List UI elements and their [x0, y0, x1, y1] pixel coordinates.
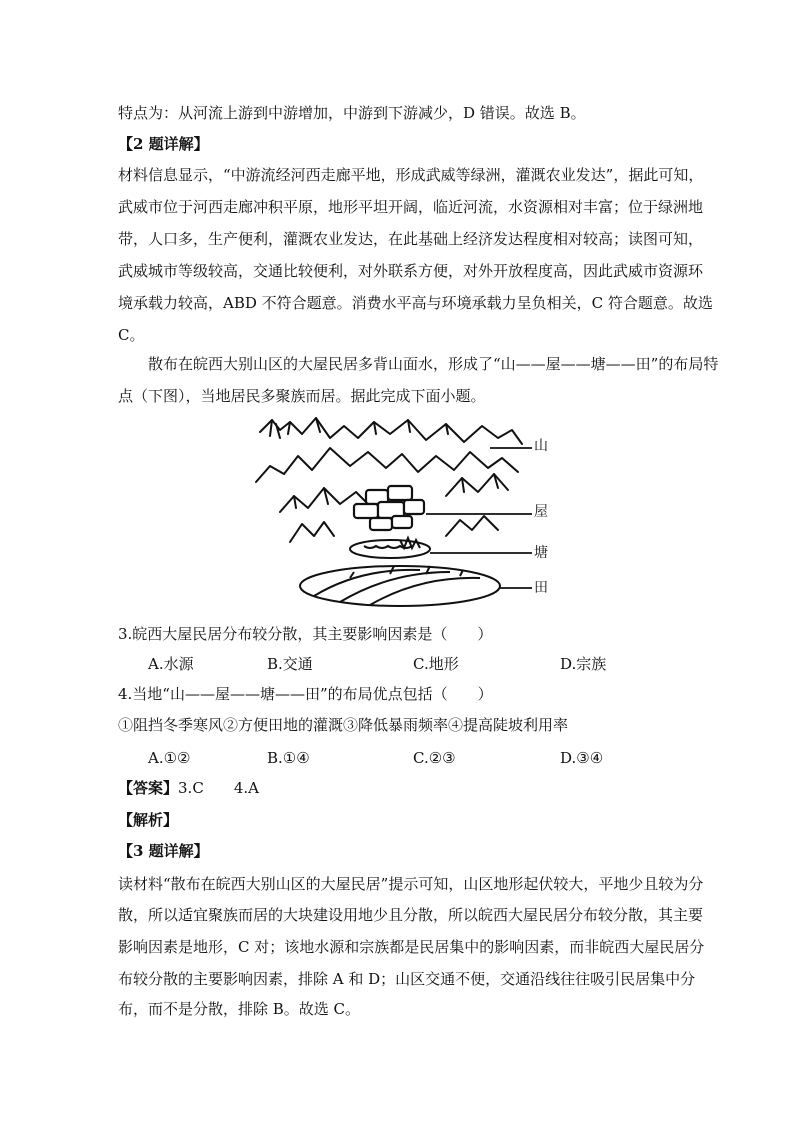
- paragraph-line: 散，所以适宜聚族而居的大块建设用地少且分散，所以皖西大屋民居分布较分散，其主要: [118, 906, 704, 924]
- question-4-statements: ①阻挡冬季寒风②方便田地的灌溉③降低暴雨频率④提高陡坡利用率: [118, 716, 569, 734]
- analysis-heading: 【解析】: [118, 811, 179, 829]
- q3-option-b: B.交通: [267, 655, 313, 673]
- q3-option-d: D.宗族: [560, 655, 607, 673]
- q4-option-d: D.③④: [560, 749, 604, 767]
- q4-option-b: B.①④: [267, 749, 310, 767]
- paragraph-line: 境承载力较高，ABD 不符合题意。消费水平高与环境承载力呈负相关，C 符合题意。故选: [118, 294, 713, 312]
- paragraph-line: 带，人口多，生产便利，灌溉农业发达，在此基础上经济发达程度相对较高；读图可知，: [118, 230, 704, 248]
- q4-option-c: C.②③: [413, 749, 456, 767]
- paragraph-line: 影响因素是地形，C 对；该地水源和宗族都是民居集中的影响因素，而非皖西大屋民居分: [118, 938, 705, 956]
- material-intro: 散布在皖西大别山区的大屋民居多背山面水，形成了“山——屋——塘——田”的布局特: [148, 355, 719, 373]
- section-heading-q3: 【3 题详解】: [118, 842, 209, 860]
- paragraph-line: 布，而不是分散，排除 B。故选 C。: [118, 1000, 361, 1018]
- material-intro: 点（下图），当地居民多聚族而居。据此完成下面小题。: [118, 387, 486, 405]
- section-heading-q2: 【2 题详解】: [118, 135, 209, 153]
- q3-option-a: A.水源: [148, 655, 194, 673]
- paragraph-line: 材料信息显示，“中游流经河西走廊平地，形成武威等绿洲，灌溉农业发达”，据此可知，: [118, 166, 704, 184]
- answer-4: 4.A: [233, 779, 259, 797]
- paragraph-line: 武威市位于河西走廊冲积平原，地形平坦开阔，临近河流，水资源相对丰富；位于绿洲地: [118, 198, 704, 216]
- answer-3: 3.C: [178, 779, 204, 797]
- paragraph-line: 武威城市等级较高，交通比较便利，对外联系方便，对外开放程度高，因此武威市资源环: [118, 262, 704, 280]
- paragraph-line: 特点为：从河流上游到中游增加，中游到下游减少，D 错误。故选 B。: [118, 104, 586, 122]
- q3-option-c: C.地形: [413, 655, 459, 673]
- label-mountain: 山: [534, 438, 548, 454]
- label-pond: 塘: [534, 545, 548, 561]
- paragraph-line: C。: [118, 326, 145, 344]
- paragraph-line: 读材料“散布在皖西大别山区的大屋民居”提示可知，山区地形起伏较大，平地少且较为分: [118, 875, 704, 893]
- layout-diagram: [250, 412, 560, 610]
- question-3: 3.皖西大屋民居分布较分散，其主要影响因素是（ ）: [118, 625, 493, 643]
- q4-option-a: A.①②: [148, 749, 191, 767]
- paragraph-line: 布较分散的主要影响因素，排除 A 和 D；山区交通不便，交通沿线往往吸引民居集中分: [118, 970, 696, 988]
- label-house: 屋: [534, 504, 548, 520]
- answer-label: 【答案】: [118, 779, 179, 797]
- label-field: 田: [534, 580, 548, 596]
- answer-line: [118, 778, 259, 798]
- question-4: 4.当地“山——屋——塘——田”的布局优点包括（ ）: [118, 685, 493, 703]
- mountain-house-pond-field-sketch: [250, 412, 560, 610]
